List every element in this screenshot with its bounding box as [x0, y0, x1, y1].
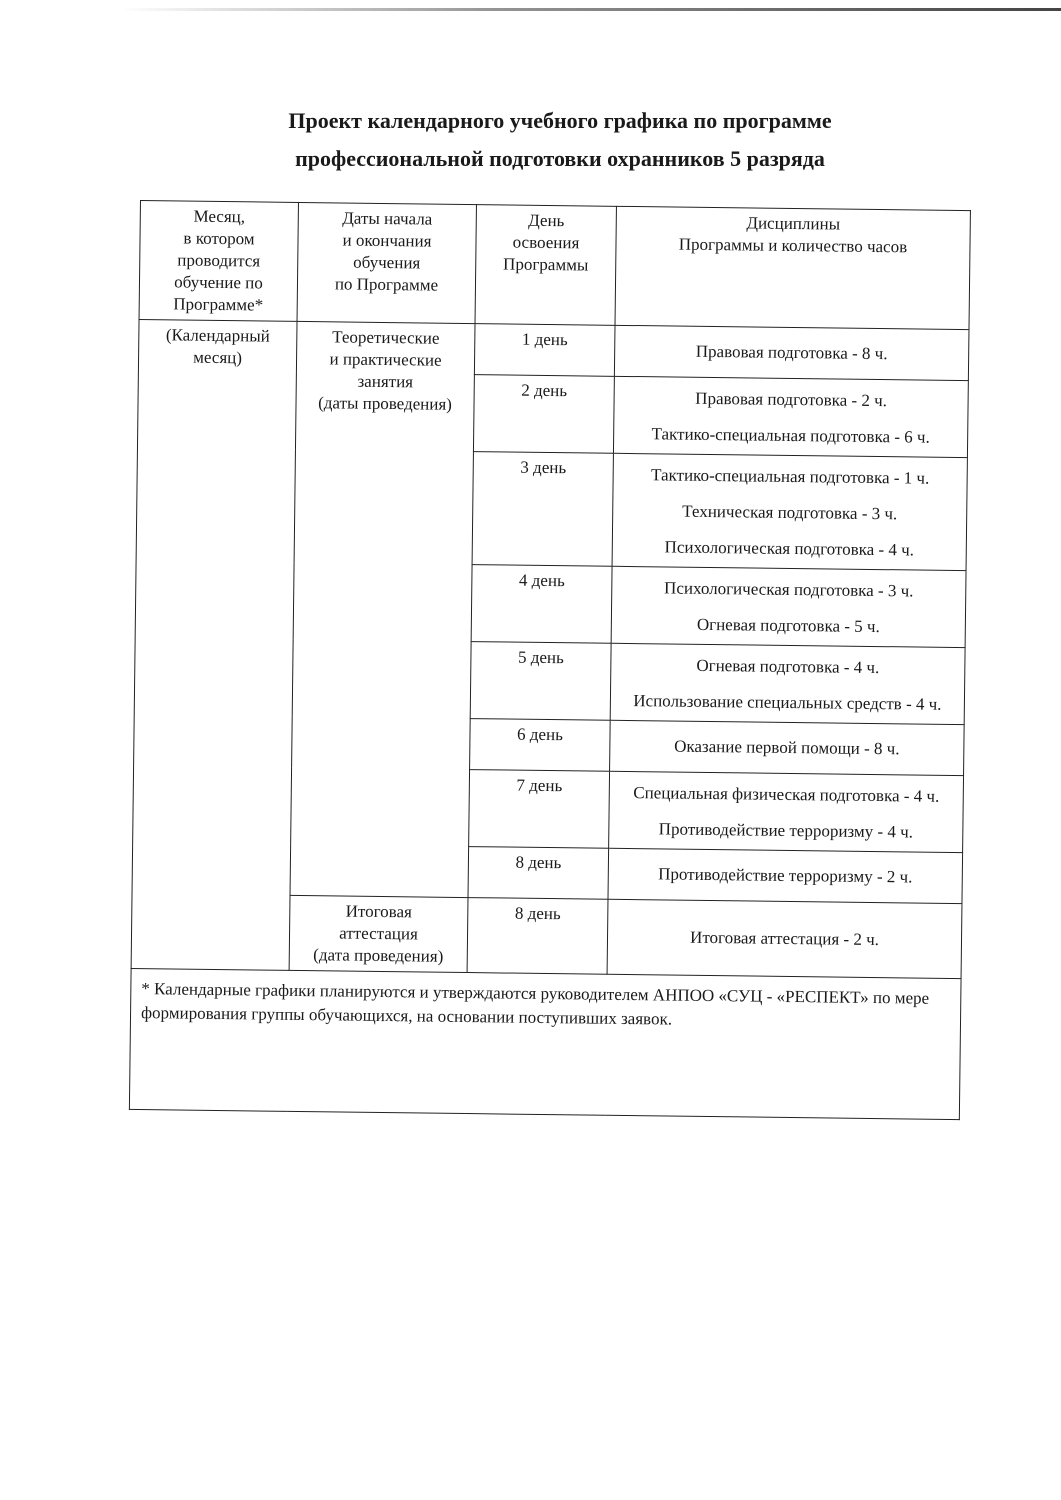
disciplines-cell	[614, 325, 969, 380]
discipline-item: Тактико-специальная подготовка - 6 ч.	[651, 424, 930, 447]
header-disciplines-line: Программы и количество часов	[678, 234, 908, 257]
disciplines-cell	[607, 899, 962, 978]
header-month-line: Месяц,	[193, 206, 246, 227]
final-dates-line: Итоговая	[345, 901, 413, 922]
disciplines-cell	[610, 643, 965, 724]
day-cell: 2 день	[473, 375, 614, 454]
discipline-item: Оказание первой помощи - 8 ч.	[674, 736, 900, 759]
final-dates-cell	[289, 895, 468, 972]
schedule-table	[129, 200, 971, 1120]
header-day	[475, 205, 616, 326]
header-day-line: День	[528, 210, 565, 231]
dates-cell-line: (даты проведения)	[318, 393, 453, 414]
day-cell: 4 день	[471, 565, 612, 644]
footnote-row	[129, 968, 961, 1119]
dates-cell	[290, 321, 475, 897]
discipline-item: Тактико-специальная подготовка - 1 ч.	[650, 465, 930, 488]
dates-cell-line: и практические	[329, 349, 442, 370]
month-cell-line: (Календарный	[165, 325, 270, 346]
discipline-item: Психологическая подготовка - 3 ч.	[663, 578, 914, 601]
discipline-item: Огневая подготовка - 4 ч.	[696, 655, 880, 678]
day-cell: 3 день	[472, 452, 613, 567]
header-day-line: освоения	[512, 232, 580, 253]
header-disciplines	[615, 206, 970, 329]
final-dates-line: аттестация	[339, 923, 419, 944]
day-cell: 8 день	[468, 847, 609, 900]
header-month-line: в котором	[183, 228, 255, 249]
footnote: * Календарные графики планируются и утверждаются руководителем АНПОО «СУЦ - «РЕСПЕКТ» по мере формирования группы обучающихся, на основании поступивших заявок.	[129, 968, 961, 1119]
disciplines-cell	[613, 376, 968, 457]
day-cell: 8 день	[467, 898, 608, 975]
disciplines-cell	[612, 453, 967, 570]
discipline-item: Психологическая подготовка - 4 ч.	[664, 537, 915, 560]
header-dates-line: обучения	[353, 252, 421, 273]
disciplines-cell	[608, 848, 963, 903]
discipline-item: Использование специальных средств - 4 ч.	[633, 691, 942, 714]
header-month-line: Программе*	[173, 294, 264, 315]
header-dates-line: Даты начала	[342, 208, 433, 229]
header-month	[139, 201, 298, 322]
day-cell: 7 день	[469, 770, 610, 849]
title-line-1: Проект календарного учебного графика по программе	[288, 108, 832, 133]
disciplines-cell	[609, 771, 964, 852]
disciplines-cell	[611, 566, 966, 647]
month-cell-line: месяц)	[193, 347, 243, 368]
disciplines-cell	[610, 720, 965, 775]
header-dates	[297, 202, 476, 323]
dates-cell-line: Теоретические	[332, 327, 440, 348]
header-dates-line: по Программе	[334, 274, 439, 295]
scan-edge-shadow	[120, 8, 1061, 11]
final-dates-line: (дата проведения)	[313, 945, 444, 966]
day-cell: 6 день	[470, 719, 611, 772]
discipline-item: Правовая подготовка - 8 ч.	[695, 341, 888, 364]
discipline-item: Противодействие терроризму - 2 ч.	[658, 864, 913, 887]
discipline-item: Техническая подготовка - 3 ч.	[682, 501, 898, 524]
discipline-item: Специальная физическая подготовка - 4 ч.	[633, 783, 940, 806]
month-cell	[131, 319, 297, 970]
header-row	[139, 201, 970, 330]
title-line-2: профессиональной подготовки охранников 5 разряда	[295, 146, 825, 171]
day-cell: 5 день	[470, 642, 611, 721]
discipline-item: Итоговая аттестация - 2 ч.	[689, 927, 880, 950]
table-row-day-1	[138, 319, 969, 380]
header-disciplines-line: Дисциплины	[746, 213, 841, 234]
discipline-item: Противодействие терроризму - 4 ч.	[658, 819, 914, 842]
header-dates-line: и окончания	[342, 230, 432, 251]
dates-cell-line: занятия	[357, 371, 414, 392]
discipline-item: Огневая подготовка - 5 ч.	[696, 614, 880, 637]
header-month-line: обучение по	[174, 272, 263, 293]
discipline-item: Правовая подготовка - 2 ч.	[695, 388, 888, 411]
document-title	[0, 102, 1061, 178]
day-cell: 1 день	[474, 324, 615, 377]
header-month-line: проводится	[177, 250, 261, 271]
header-day-line: Программы	[503, 254, 589, 275]
